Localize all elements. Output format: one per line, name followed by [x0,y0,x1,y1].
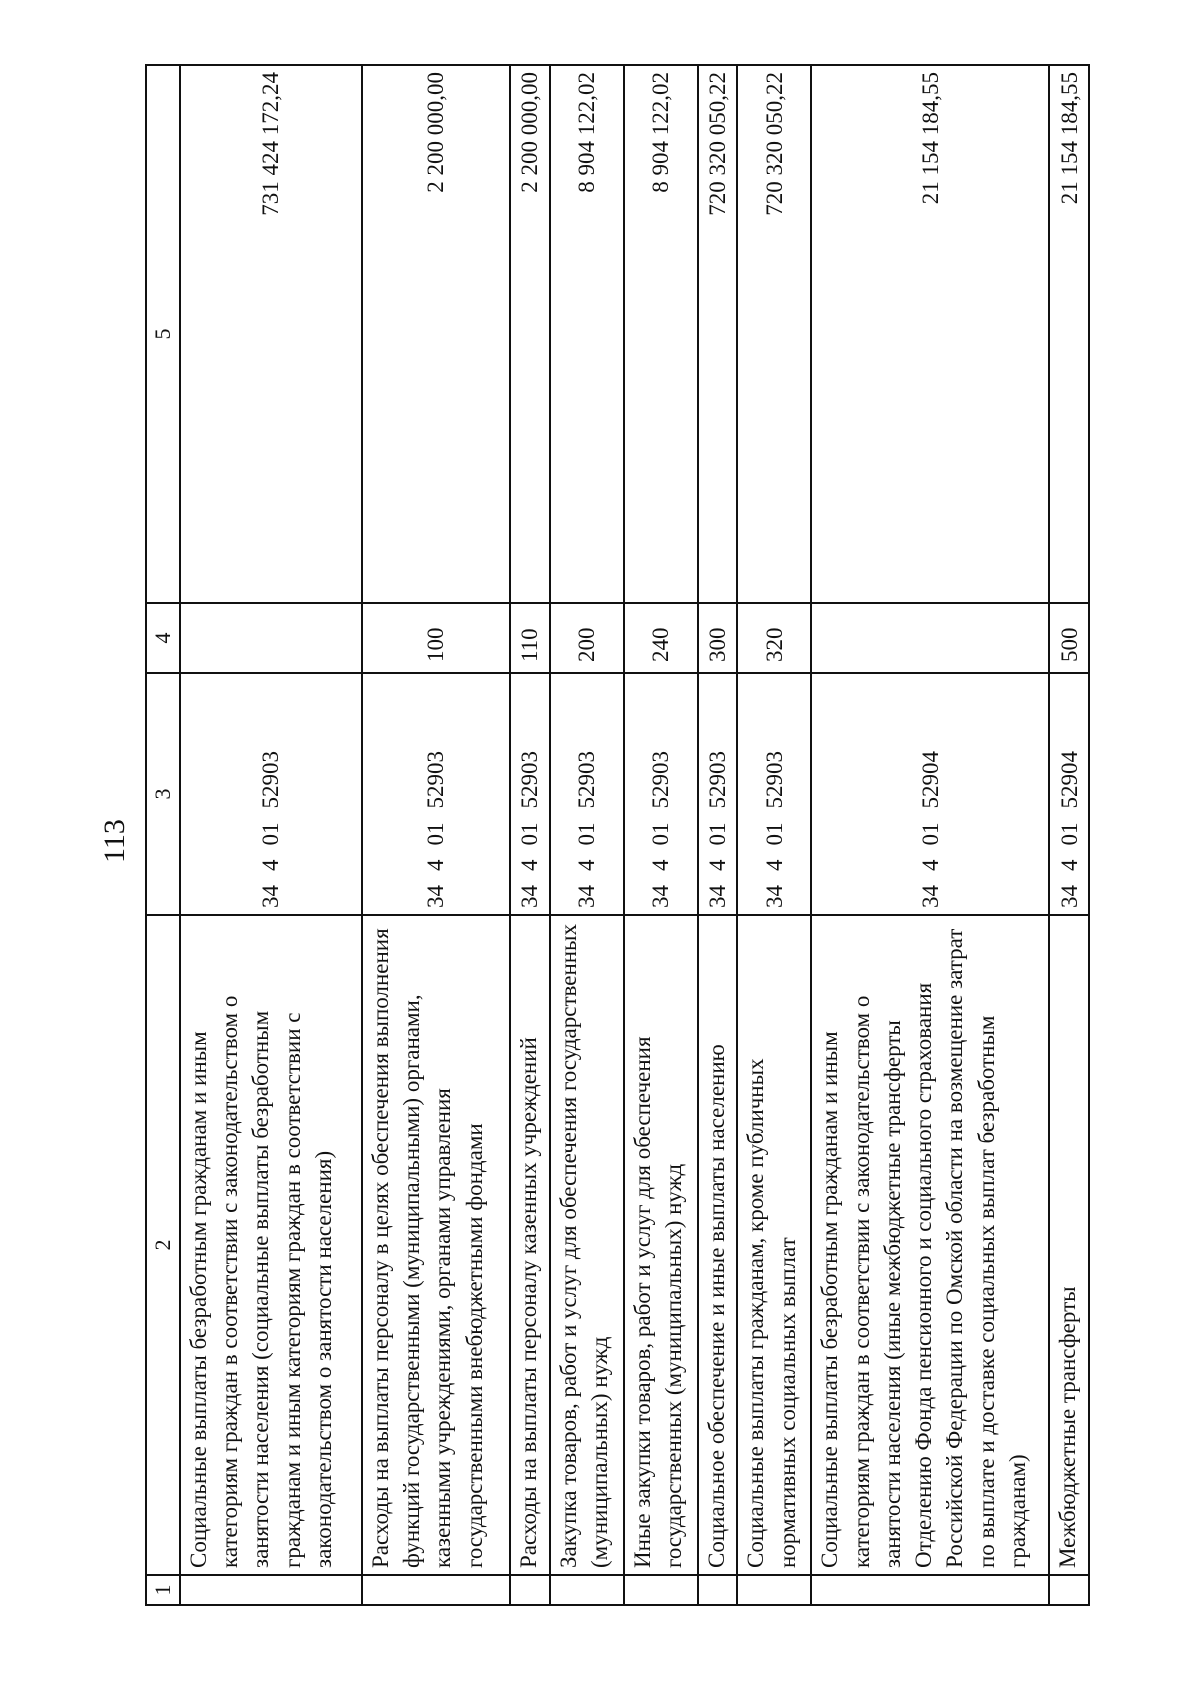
header-cell-col1: 1 [146,1575,180,1605]
row-code [698,673,737,915]
code-subprogram: 4 [423,859,449,871]
row-expense-type: 100 [362,603,510,673]
row-index-cell [510,1575,549,1605]
row-amount: 2 200 000,00 [362,65,510,603]
code-event: 01 [258,822,284,846]
row-amount: 720 320 050,22 [698,65,737,603]
table-row [362,65,510,1605]
table-row [550,65,624,1605]
row-amount: 2 200 000,00 [510,65,549,603]
code-program: 34 [917,885,943,908]
header-cell-col2: 2 [146,915,180,1575]
row-index-cell [362,1575,510,1605]
table-row [698,65,737,1605]
row-index-cell [180,1575,362,1605]
code-event: 01 [423,822,449,846]
code-program: 34 [574,885,600,908]
rotated-table-wrapper [145,66,1090,1606]
code-event: 01 [704,822,730,846]
row-expense-type: 320 [737,603,811,673]
row-name: Иные закупки товаров, работ и услуг для обеспечения государственных (муниципальных) нужд [624,915,698,1575]
code-subprogram: 4 [761,859,787,871]
row-index-cell [1049,1575,1089,1605]
row-code [550,673,624,915]
row-code [180,673,362,915]
row-expense-type: 500 [1049,603,1089,673]
row-name: Закупка товаров, работ и услуг для обеспечения государственных (муниципальных) нужд [550,915,624,1575]
code-direction: 52903 [761,751,787,809]
row-amount: 8 904 122,02 [550,65,624,603]
code-subprogram: 4 [574,859,600,871]
table-row [1049,65,1089,1605]
header-cell-col3: 3 [146,673,180,915]
code-event: 01 [1056,822,1082,846]
code-program: 34 [704,885,730,908]
code-subprogram: 4 [258,859,284,871]
code-event: 01 [761,822,787,846]
row-name: Социальное обеспечение и иные выплаты населению [698,915,737,1575]
row-amount: 731 424 172,24 [180,65,362,603]
row-name: Социальные выплаты гражданам, кроме публичных нормативных социальных выплат [737,915,811,1575]
row-amount: 720 320 050,22 [737,65,811,603]
code-subprogram: 4 [1056,859,1082,871]
header-cell-col5: 5 [146,65,180,603]
row-name: Расходы на выплаты персоналу казенных учреждений [510,915,549,1575]
code-direction: 52903 [704,751,730,809]
row-amount: 21 154 184,55 [1049,65,1089,603]
table-row [624,65,698,1605]
row-amount: 21 154 184,55 [811,65,1049,603]
code-event: 01 [648,822,674,846]
code-direction: 52904 [917,751,943,809]
row-expense-type: 300 [698,603,737,673]
table-row [510,65,549,1605]
row-name: Межбюджетные трансферты [1049,915,1089,1575]
table-row [737,65,811,1605]
header-row [146,65,180,1605]
code-program: 34 [258,885,284,908]
code-event: 01 [574,822,600,846]
row-code [811,673,1049,915]
row-amount: 8 904 122,02 [624,65,698,603]
row-code [737,673,811,915]
row-code [624,673,698,915]
code-program: 34 [648,885,674,908]
row-index-cell [550,1575,624,1605]
row-code [510,673,549,915]
code-program: 34 [1056,885,1082,908]
code-program: 34 [423,885,449,908]
budget-table [145,64,1090,1606]
code-event: 01 [917,822,943,846]
code-event: 01 [517,822,543,846]
row-name: Социальные выплаты безработным гражданам и иным категориям граждан в соответствии с законодательством о занятости населения (социальные выплаты безработным гражданам и иным категориям граждан в соответствии с законодательством о занятости населения) [180,915,362,1575]
row-name: Социальные выплаты безработным гражданам и иным категориям граждан в соответствии с законодательством о занятости населения (иные межбюджетные трансферты Отделению Фонда пенсионного и социального страхования Российской Федерации по Омской области на возмещение затрат по выплате и доставке социальных выплат безработным гражданам) [811,915,1049,1575]
row-index-cell [737,1575,811,1605]
row-name: Расходы на выплаты персоналу в целях обеспечения выполнения функций государственными (муниципальными) органами, казенными учреждениями, органами управления государственными внебюджетными фондами [362,915,510,1575]
row-expense-type: 240 [624,603,698,673]
code-direction: 52903 [648,751,674,809]
code-direction: 52904 [1056,751,1082,809]
code-program: 34 [761,885,787,908]
row-index-cell [624,1575,698,1605]
row-expense-type [180,603,362,673]
row-code [1049,673,1089,915]
table-row [811,65,1049,1605]
row-expense-type: 200 [550,603,624,673]
code-subprogram: 4 [648,859,674,871]
row-expense-type [811,603,1049,673]
page-number: 113 [98,819,131,863]
code-direction: 52903 [258,751,284,809]
code-subprogram: 4 [517,859,543,871]
header-cell-col4: 4 [146,603,180,673]
row-expense-type: 110 [510,603,549,673]
row-index-cell [698,1575,737,1605]
code-subprogram: 4 [704,859,730,871]
code-direction: 52903 [423,751,449,809]
code-subprogram: 4 [917,859,943,871]
row-code [362,673,510,915]
table-row [180,65,362,1605]
row-index-cell [811,1575,1049,1605]
code-program: 34 [517,885,543,908]
code-direction: 52903 [574,751,600,809]
code-direction: 52903 [517,751,543,809]
